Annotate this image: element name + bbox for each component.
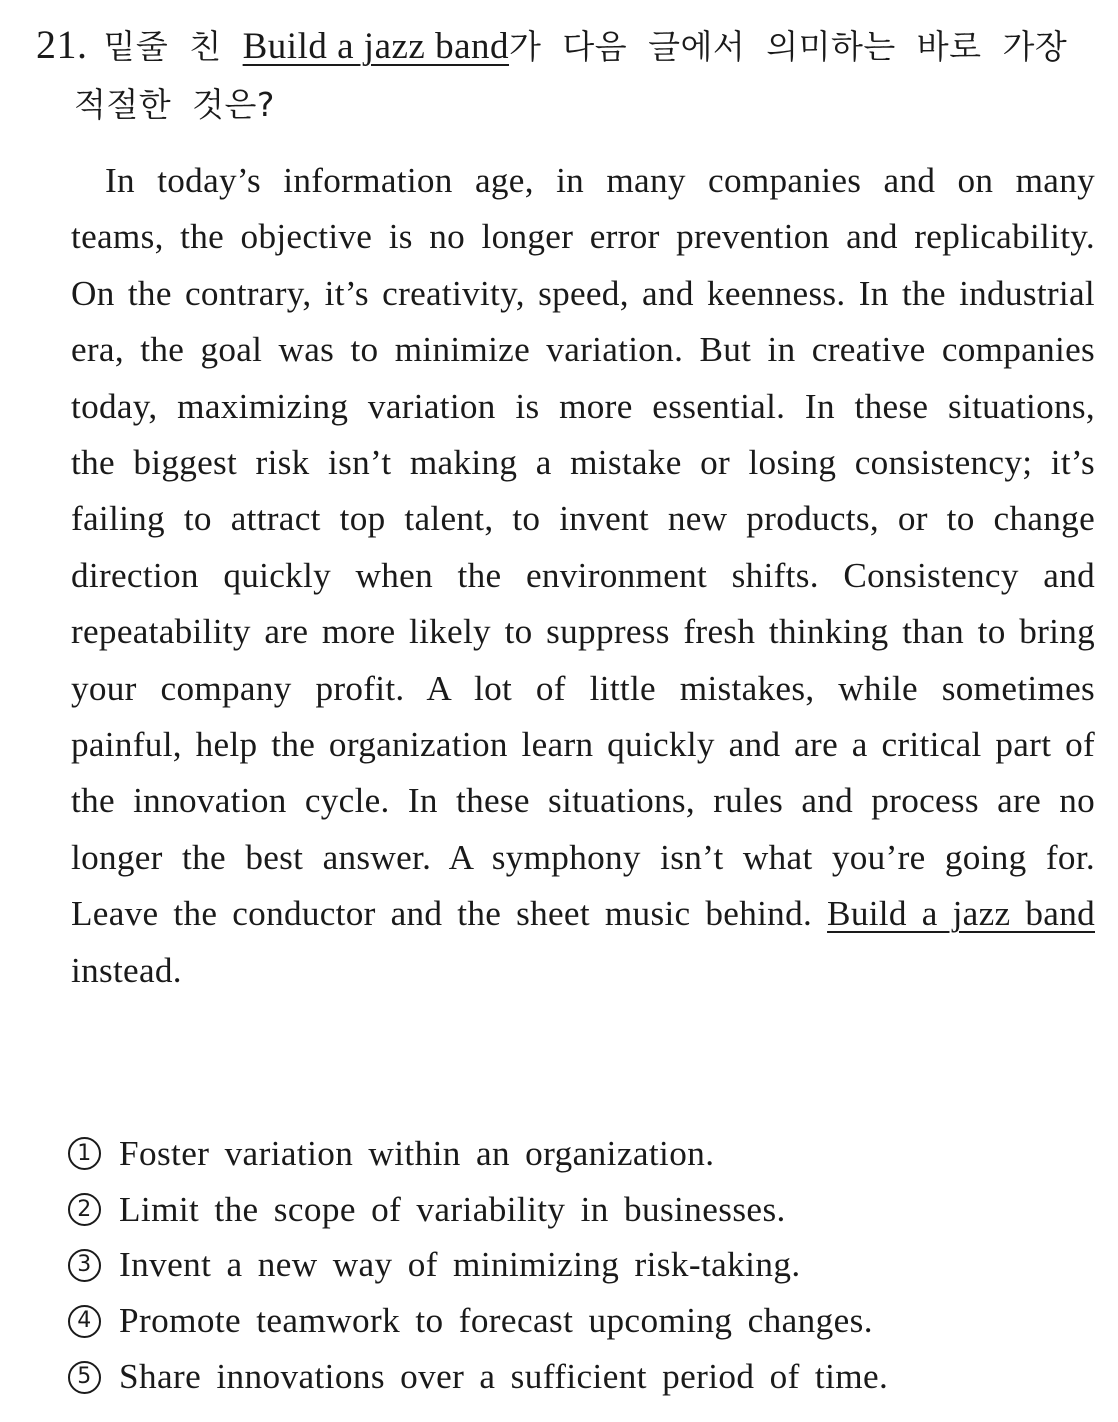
choice-number-circle: 3 (68, 1249, 101, 1282)
passage-text-end: instead. (71, 950, 182, 990)
answer-choice[interactable] (68, 1182, 1098, 1238)
question-header (36, 16, 1098, 134)
passage-text: In today’s information age, in many companies and on many teams, the objective is no longer error prevention and replicability. On the contrary, it’s creativity, speed, and keenness. In the industrial era, the goal was to minimize variation. But in creative companies today, maximizing variation is more essential. In these situations, the biggest risk isn’t making a mistake or losing consistency; it’s failing to attract top talent, to invent new products, or to change direction quickly when the environment shifts. Consistency and repeatability are more likely to suppress fresh thinking than to bring your company profit. A lot of little mistakes, while sometimes painful, help the organization learn quickly and are a critical part of the innovation cycle. In these situations, rules and process are no longer the best answer. A symphony isn’t what you’re going for. Leave the conductor and the sheet music behind. (71, 161, 1095, 934)
question-number: 21. (36, 22, 88, 67)
answer-choices (68, 1126, 1098, 1405)
question-prompt-before: 밑줄 친 (103, 27, 243, 66)
choice-number-circle: 5 (68, 1361, 101, 1394)
answer-choice[interactable] (68, 1293, 1098, 1349)
question-underlined-phrase: Build a jazz band (242, 26, 510, 67)
reading-passage (71, 153, 1095, 999)
answer-choice[interactable] (68, 1349, 1098, 1405)
answer-choice[interactable] (68, 1126, 1098, 1182)
choice-number-circle: 2 (68, 1193, 101, 1226)
answer-choice[interactable] (68, 1238, 1098, 1294)
choice-text: Invent a new way of minimizing risk-taking. (119, 1245, 801, 1285)
choice-text: Foster variation within an organization. (119, 1133, 715, 1173)
question-prompt-after: 가 다음 글에서 의미하는 바로 가장 (509, 27, 1068, 66)
question-prompt-line2: 적절한 것은? (74, 85, 275, 124)
passage-underlined-phrase: Build a jazz band (827, 894, 1095, 934)
choice-number-circle: 1 (68, 1137, 101, 1170)
choice-number-circle: 4 (68, 1305, 101, 1338)
choice-text: Limit the scope of variability in businesses. (119, 1189, 786, 1229)
choice-text: Share innovations over a sufficient period of time. (119, 1357, 889, 1397)
choice-text: Promote teamwork to forecast upcoming changes. (119, 1301, 873, 1341)
